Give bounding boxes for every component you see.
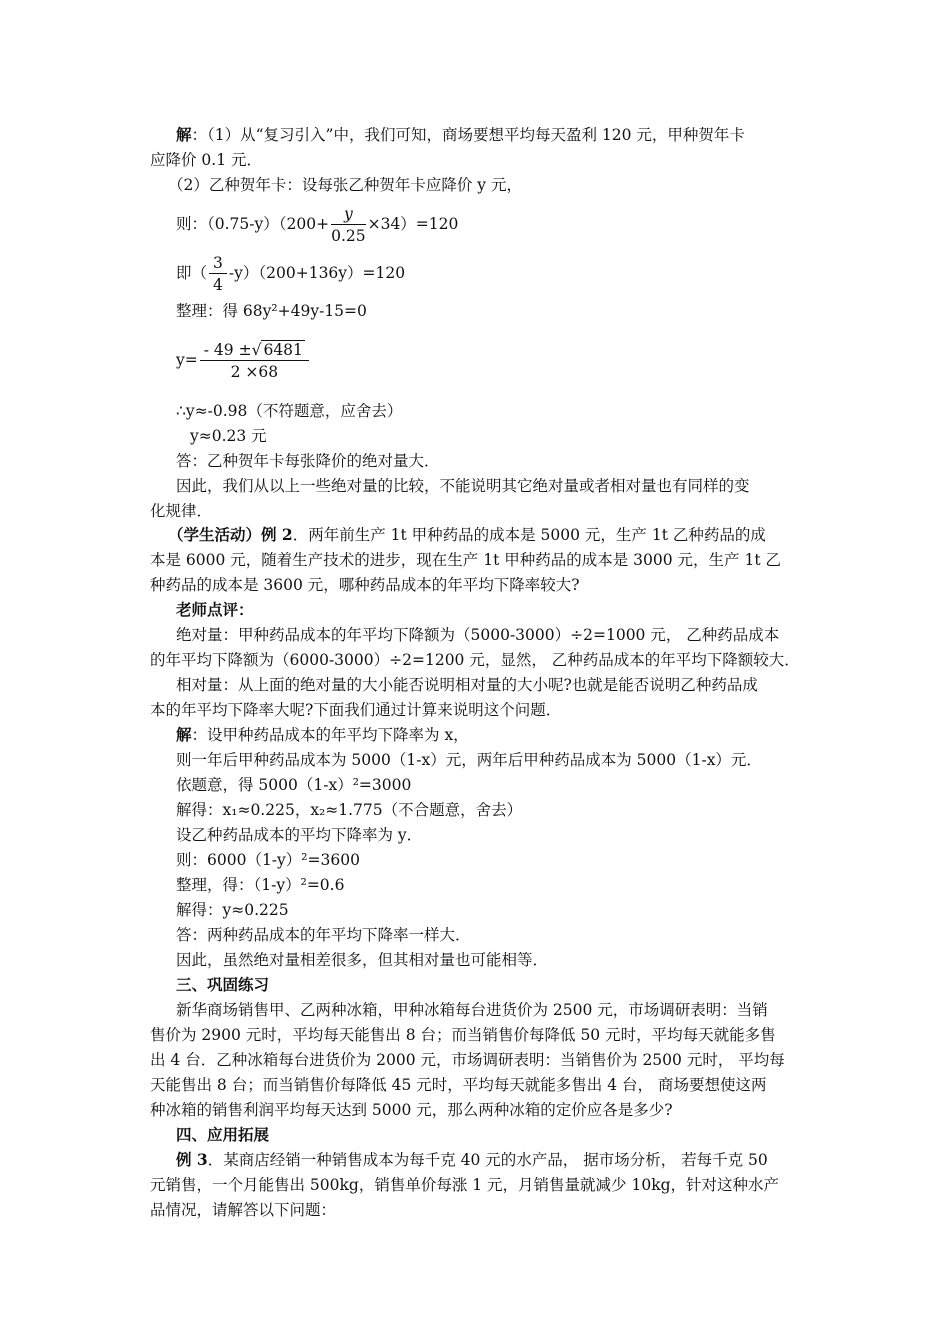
solution-2-line-3: 依题意，得 5000（1-x）²=3000 xyxy=(176,776,412,794)
example-3-line-1: 例 3．某商店经销一种销售成本为每千克 40 元的水产品， 据市场分析， 若每千克 50 xyxy=(176,1150,768,1169)
solution-2-line-4: 解得：x₁≈0.225，x₂≈1.775（不合题意，舍去） xyxy=(176,801,523,819)
solution-1-line-1: 解：（1）从“复习引入”中，我们可知，商场要想平均每天盈利 120 元，甲种贺年卡 xyxy=(176,125,745,144)
example-3-label: 例 3 xyxy=(176,1150,208,1169)
solution-2-line-1: 解：设甲种药品成本的年平均下降率为 x， xyxy=(176,725,469,744)
solution-2-line-10: 因此，虽然绝对量相差很多，但其相对量也可能相等． xyxy=(176,951,549,969)
section-3-para-line-2: 售价为 2900 元时，平均每天能售出 8 台；而当销售价每降低 50 元时，平均每天就能多售 xyxy=(150,1026,776,1044)
section-3-para-line-1: 新华商场销售甲、乙两种冰箱，甲种冰箱每台进货价为 2500 元，市场调研表明：当销 xyxy=(176,1001,768,1019)
conclusion-1-line-1: 因此，我们从以上一些绝对量的比较，不能说明其它绝对量或者相对量也有同样的变 xyxy=(176,477,750,495)
teacher-comment-heading: 老师点评： xyxy=(176,600,254,619)
solution-2-line-2: 则一年后甲种药品成本为 5000（1-x）元，两年后甲种药品成本为 5000（1-x）元． xyxy=(176,751,762,769)
solution-2-line-9: 答：两种药品成本的年平均下降率一样大． xyxy=(176,926,471,944)
fraction-3-over-4: $\frac{3}{4}$ xyxy=(209,253,227,296)
example-2-line-2: 本是 6000 元，随着生产技术的进步，现在生产 1t 甲种药品的成本是 3000 元，生产 1t 乙 xyxy=(150,551,781,569)
solution-2-line-7: 整理，得：（1-y）²=0.6 xyxy=(176,876,345,894)
equation-6: y≈0.23 元 xyxy=(190,427,267,445)
example-2-line-1: （学生活动）例 2．两年前生产 1t 甲种药品的成本是 5000 元，生产 1t 乙种药品的成 xyxy=(168,525,766,544)
example-3-line-2: 元销售，一个月能售出 500kg，销售单价每涨 1 元，月销售量就减少 10kg，针对这种水产 xyxy=(150,1176,780,1194)
section-3-para-line-4: 天能售出 8 台；而当销售价每降低 45 元时，平均每天就能多售出 4 台， 商场要想使这两 xyxy=(150,1076,767,1094)
section-3-para-line-5: 种冰箱的销售利润平均每天达到 5000 元，那么两种冰箱的定价应各是多少? xyxy=(150,1101,673,1119)
example-2-line-3: 种药品的成本是 3600 元，哪种药品成本的年平均下降率较大? xyxy=(150,576,580,594)
conclusion-1-line-2: 化规律． xyxy=(150,502,213,520)
solution-2-line-6: 则：6000（1-y）²=3600 xyxy=(176,851,360,869)
equation-1: 则：（0.75-y）（200+ $\frac{y}{0.25}$ ×34）=120 xyxy=(176,204,459,245)
section-3-heading: 三、巩固练习 xyxy=(176,975,270,994)
example-2-label: （学生活动）例 2 xyxy=(168,525,293,544)
solution-2-line-5: 设乙种药品成本的平均下降率为 y． xyxy=(176,826,423,844)
equation-4-quadratic-formula: y= $\frac{- 49 \pm√ 6481}{2 \times 68}$ xyxy=(176,337,311,383)
equation-5: ∴y≈-0.98（不符题意，应舍去） xyxy=(176,402,403,420)
answer-1: 答：乙种贺年卡每张降价的绝对量大． xyxy=(176,452,440,470)
relative-amount-line-1: 相对量：从上面的绝对量的大小能否说明相对量的大小呢?也就是能否说明乙种药品成 xyxy=(176,676,758,694)
equation-2: 即（ $\frac{3}{4}$ -y）（200+136y）=120 xyxy=(176,253,406,294)
section-4-heading: 四、应用拓展 xyxy=(176,1125,270,1144)
equation-3: 整理：得 68y²+49y-15=0 xyxy=(176,302,367,320)
solution-2-label: 解 xyxy=(176,725,192,744)
example-3-line-3: 品情况，请解答以下问题： xyxy=(150,1201,337,1219)
absolute-amount-line-1: 绝对量：甲种药品成本的年平均下降额为（5000-3000）÷2=1000 元， 乙种药品成本 xyxy=(176,626,780,644)
section-3-para-line-3: 出 4 台．乙种冰箱每台进货价为 2000 元，市场调研表明：当销售价为 2500 元时， 平均每 xyxy=(150,1051,785,1069)
solution-1-line-2: 应降价 0.1 元． xyxy=(150,151,263,169)
sqrt-symbol: √ xyxy=(251,340,262,359)
solution-2-line-8: 解得：y≈0.225 xyxy=(176,901,289,919)
solution-label: 解 xyxy=(176,125,192,144)
solution-1-line-3: （2）乙种贺年卡：设每张乙种贺年卡应降价 y 元， xyxy=(168,176,522,194)
fraction-y-over-0.25: $\frac{y}{0.25}$ xyxy=(331,204,366,245)
relative-amount-line-2: 本的年平均下降率大呢?下面我们通过计算来说明这个问题． xyxy=(150,701,562,719)
absolute-amount-line-2: 的年平均下降额为（6000-3000）÷2=1200 元，显然， 乙种药品成本的年平均下降额较大． xyxy=(150,651,800,669)
fraction-quadratic-formula: $\frac{- 49 \pm√ 6481}{2 \times 68}$ xyxy=(200,340,309,383)
